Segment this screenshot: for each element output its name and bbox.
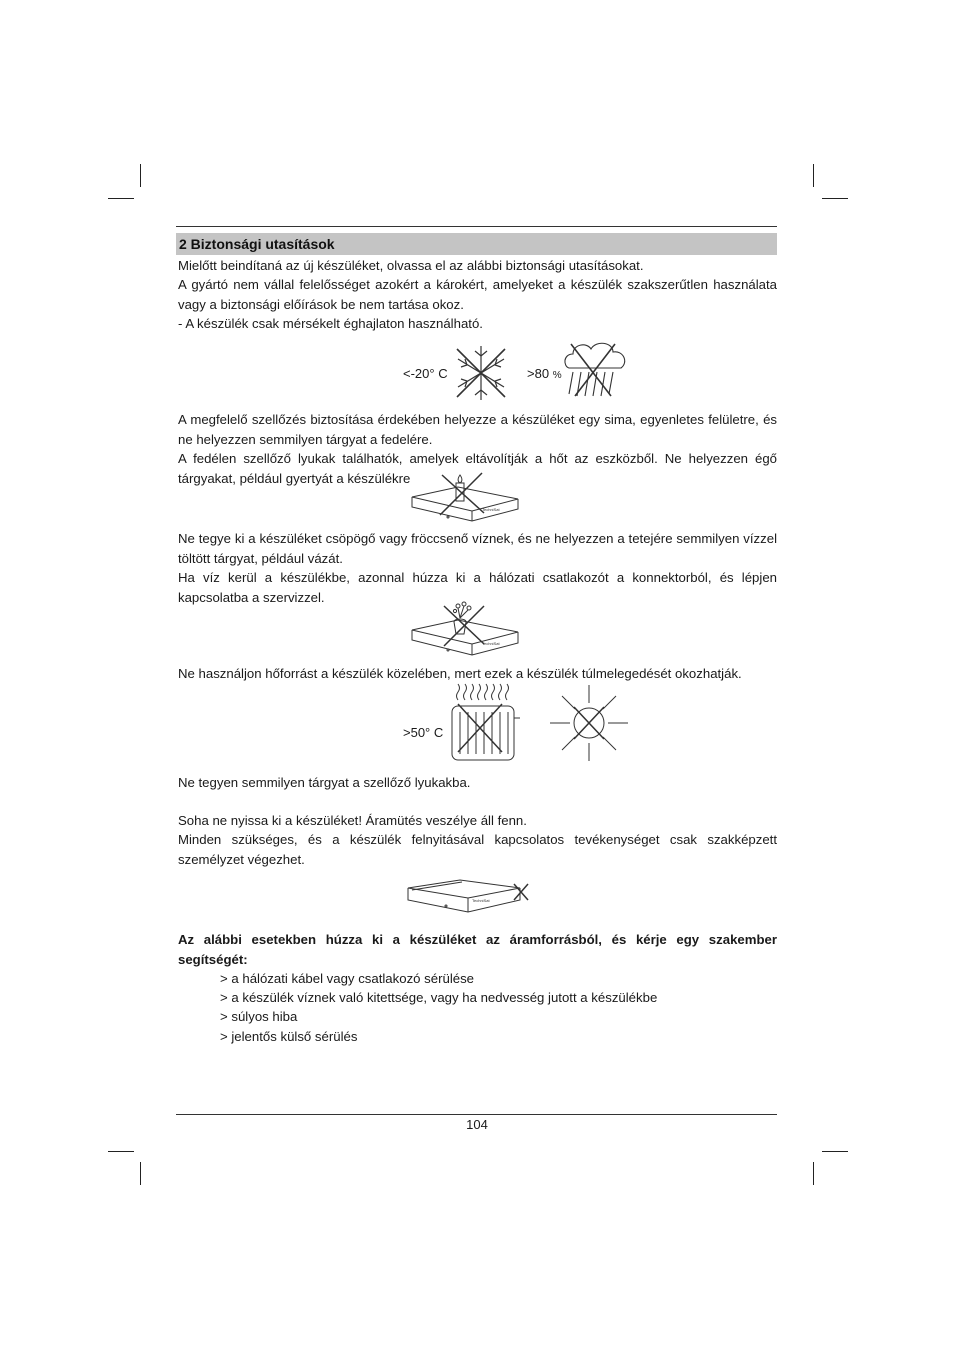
device-vase-icon: [408, 600, 520, 660]
unplug-instruction: Az alábbi esetekben húzza ki a készüléket az áramforrásból, és kérje egy szakember segítségét:: [178, 932, 777, 967]
intro-paragraph: Mielőtt beindítaná az új készüléket, olvassa el az alábbi biztonsági utasításokat.: [178, 258, 644, 273]
top-rule: [176, 226, 777, 227]
candle-paragraph: A fedélen szellőző lyukak találhatók, amelyek eltávolítják a hőt az eszközből. Ne helyezzen égő tárgyakat, például gyertyát a készülékre: [178, 451, 777, 486]
humidity-unit: %: [552, 370, 562, 381]
crop-mark: [813, 1162, 814, 1185]
water-paragraph: Ne tegye ki a készüléket csöpögő vagy fröccsenő víznek, és ne helyezzen a tetejére semmilyen vízzel töltött tárgyat, például vázát.: [178, 531, 777, 566]
no-open-paragraph: Soha ne nyissa ki a készüléket! Áramütés veszélye áll fenn.: [178, 813, 527, 828]
vents-paragraph: Ne tegyen semmilyen tárgyat a szellőző lyukakba.: [178, 775, 471, 790]
qualified-personnel-paragraph: Minden szükséges, és a készülék felnyitásával kapcsolatos tevékenységet csak szakképzett személyzet végezhet.: [178, 832, 777, 867]
crop-mark: [140, 1162, 141, 1185]
crop-mark: [822, 198, 848, 199]
humidity-value: >80: [527, 366, 550, 381]
section-heading: 2 Biztonsági utasítások: [176, 233, 777, 255]
device-candle-icon: [408, 471, 520, 526]
list-item: > jelentős külső sérülés: [220, 1029, 358, 1044]
sun-icon: [548, 683, 630, 763]
page-number: 104: [466, 1117, 488, 1132]
ventilation-paragraph: A megfelelő szellőzés biztosítása érdekében helyezze a készüléket egy sima, egyenletes felületre, és ne helyezzen semmilyen tárgyat a fedelére.: [178, 412, 777, 447]
bottom-rule: [176, 1114, 777, 1115]
brand-label: TechniSat: [472, 898, 490, 903]
crop-mark: [108, 198, 134, 199]
humidity-label: [527, 366, 562, 384]
temperature-label: <-20° C: [403, 366, 448, 381]
list-item: > súlyos hiba: [220, 1009, 298, 1024]
brand-label: TechniSat: [482, 507, 500, 512]
list-item: > a készülék víznek való kitettsége, vagy ha nedvesség jutott a készülékbe: [220, 990, 658, 1005]
radiator-icon: [448, 682, 523, 762]
crop-mark: [140, 164, 141, 187]
heat-label: >50° C: [403, 725, 444, 740]
water-service-paragraph: Ha víz kerül a készülékbe, azonnal húzza ki a hálózati csatlakozót a konnektorból, és lépjen kapcsolatba a szervizzel.: [178, 570, 777, 605]
crop-mark: [813, 164, 814, 187]
rain-cloud-icon: [561, 340, 631, 400]
snowflake-icon: [451, 343, 511, 403]
brand-label: TechniSat: [482, 641, 500, 646]
list-item: > a hálózati kábel vagy csatlakozó sérülése: [220, 971, 475, 986]
liability-paragraph: A gyártó nem vállal felelősséget azokért a károkért, amelyeket a készülék szakszerűtlen használata vagy a biztonsági előírások be nem tartása okoz.: [178, 277, 777, 312]
climate-paragraph: - A készülék csak mérsékelt éghajlaton használható.: [178, 316, 483, 331]
crop-mark: [822, 1151, 848, 1152]
heat-paragraph: Ne használjon hőforrást a készülék közelében, mert ezek a készülék túlmelegedését okozhatják.: [178, 666, 742, 681]
crop-mark: [108, 1151, 134, 1152]
device-unplug-icon: [406, 878, 530, 916]
